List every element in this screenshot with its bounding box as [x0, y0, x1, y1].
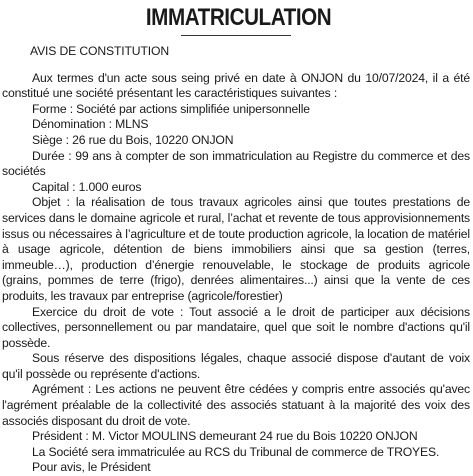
paragraph-reserve: Sous réserve des dispositions légales, chaque associé dispose d'autant de voix qu'il possède ou représente d'actions.	[2, 351, 470, 381]
paragraph-signature: Pour avis, le Président	[32, 460, 151, 475]
paragraph-president: Président : M. Victor MOULINS demeurant 24 rue du Bois 10220 ONJON	[32, 429, 418, 444]
paragraph-capital: Capital : 1.000 euros	[32, 179, 142, 194]
paragraph-immatriculation: La Société sera immatriculée au RCS du Tribunal de commerce de TROYES.	[32, 444, 440, 459]
paragraph-droit-de-vote: Exercice du droit de vote : Tout associé a le droit de participer aux décisions collectives, personnellement ou par mandataire, quel que soit le nombre d'actions qu'il possède.	[2, 304, 470, 350]
title-underline	[181, 35, 291, 36]
paragraph-objet: Objet : la réalisation de tous travaux agricoles ainsi que toutes prestations de services dans le domaine agricole et rural, l’achat et revente de tous approvisionnements issus ou nécessaires à l’agriculture et de toute production agricole, la location de matériel à usage agricole, détention de biens immobiliers ainsi que sa gestion (terres, immeuble…), production d’énergie renouvelable, le stockage de produits agricole (grains, pommes de terre (frigo), denrées alimentaires...) ainsi que la vente de ces produits, les travaux par entreprise (agricole/forestier)	[2, 195, 470, 303]
paragraph-denomination: Dénomination : MLNS	[32, 117, 149, 132]
notice-heading: AVIS DE CONSTITUTION	[30, 44, 169, 58]
paragraph-duree: Durée : 99 ans à compter de son immatriculation au Registre du commerce et des sociétés	[2, 148, 470, 179]
paragraph-preamble: Aux termes d'un acte sous seing privé en date à ONJON du 10/07/2024, il a été constitué une société présentant les caractéristiques suivantes :	[2, 70, 470, 101]
notice-title: IMMATRICULATION	[145, 4, 332, 31]
legal-notice	[2, 4, 470, 476]
paragraph-siege: Siège : 26 rue du Bois, 10220 ONJON	[32, 132, 234, 147]
notice-body	[2, 44, 470, 476]
paragraph-agrement: Agrément : Les actions ne peuvent être cédées y compris entre associés qu'avec l'agrément préalable de la collectivité des associés statuant à la majorité des voix des associés disposant du droit de vote.	[2, 382, 470, 428]
paragraph-forme: Forme : Société par actions simplifiée unipersonnelle	[32, 101, 310, 116]
